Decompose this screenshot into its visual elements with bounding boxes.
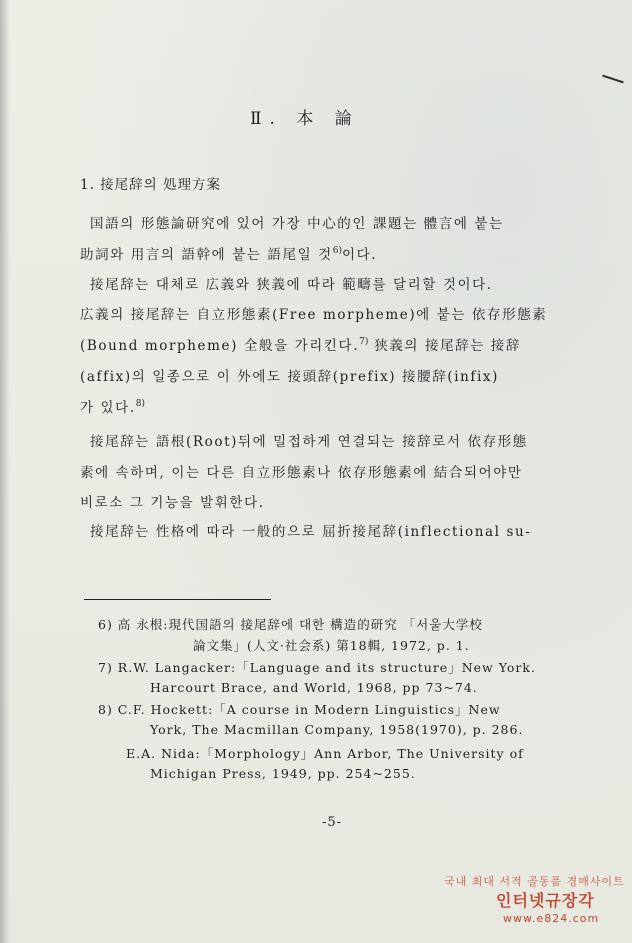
footnote: 7) R.W. Langacker:「Language and its structure」New York. [98,660,536,675]
footnote: E.A. Nida:「Morphology」Ann Arbor, The University of [126,746,524,761]
body-line: (Bound morpheme) 全般을 가리킨다.$^{7)}$ 狭義의 接尾辞는 接辞 [80,337,521,354]
body-line: 接尾辞는 語根(Root)뒤에 밀접하게 연결되는 接辞로서 依存形態 [90,434,528,450]
footnote: 8) C.F. Hockett:「A course in Modern Linguistics」New [98,702,501,717]
watermark-url: www.e824.com [503,912,600,925]
body-line: 接尾辞는 대체로 広義와 狭義에 따라 範疇를 달리할 것이다. [90,277,493,293]
body-line: 広義의 接尾辞는 自立形態素(Free morpheme)에 붙는 依存形態素 [80,307,548,323]
body-line: 가 있다.$^{8)}$ [80,399,145,416]
body-line: 비로소 그 기능을 발휘한다. [80,495,265,511]
section-title: Ⅱ. 本 論 [250,109,360,129]
footnote: Harcourt Brace, and World, 1968, pp 73~74. [150,680,478,695]
footnote: 6) 高 永根:現代国語의 接尾辞에 대한 構造的研究 「서울大学校 [98,617,483,632]
footnote: York, The Macmillan Company, 1958(1970), p. 286. [150,722,524,737]
page-number: -5- [322,815,343,830]
footnote: Michigan Press, 1949, pp. 254~255. [150,766,416,781]
body-line: 接尾辞는 性格에 따라 一般的으로 屈折接尾辞(inflectional su- [90,524,532,540]
footnote: 論文集」(人文·社会系) 第18輯, 1972, p. 1. [193,638,470,653]
body-line: 素에 속하며, 이는 다른 自立形態素나 依存形態素에 結合되어야만 [80,465,523,481]
body-line: (affix)의 일종으로 이 外에도 接頭辞(prefix) 接腰辞(infix) [80,369,500,385]
watermark-tagline: 국내 최대 서적 골동품 경매사이트 [444,875,625,888]
footnote-ref: 8) [135,399,145,409]
watermark-logo: 인터넷규장각 [496,891,595,910]
body-line: 助詞와 用言의 語幹에 붙는 語尾일 것$^{6)}$이다. [80,246,378,263]
footnote-ref: 7) [359,337,369,347]
binding-shadow [0,0,10,943]
footnote-rule [84,599,271,600]
body-line: 国語의 形態論研究에 있어 가장 中心的인 課題는 體言에 붙는 [90,216,504,232]
pen-mark [602,75,624,84]
subsection-heading: 1. 接尾辞의 処理方案 [80,177,222,193]
footnote-ref: 6) [332,246,342,256]
